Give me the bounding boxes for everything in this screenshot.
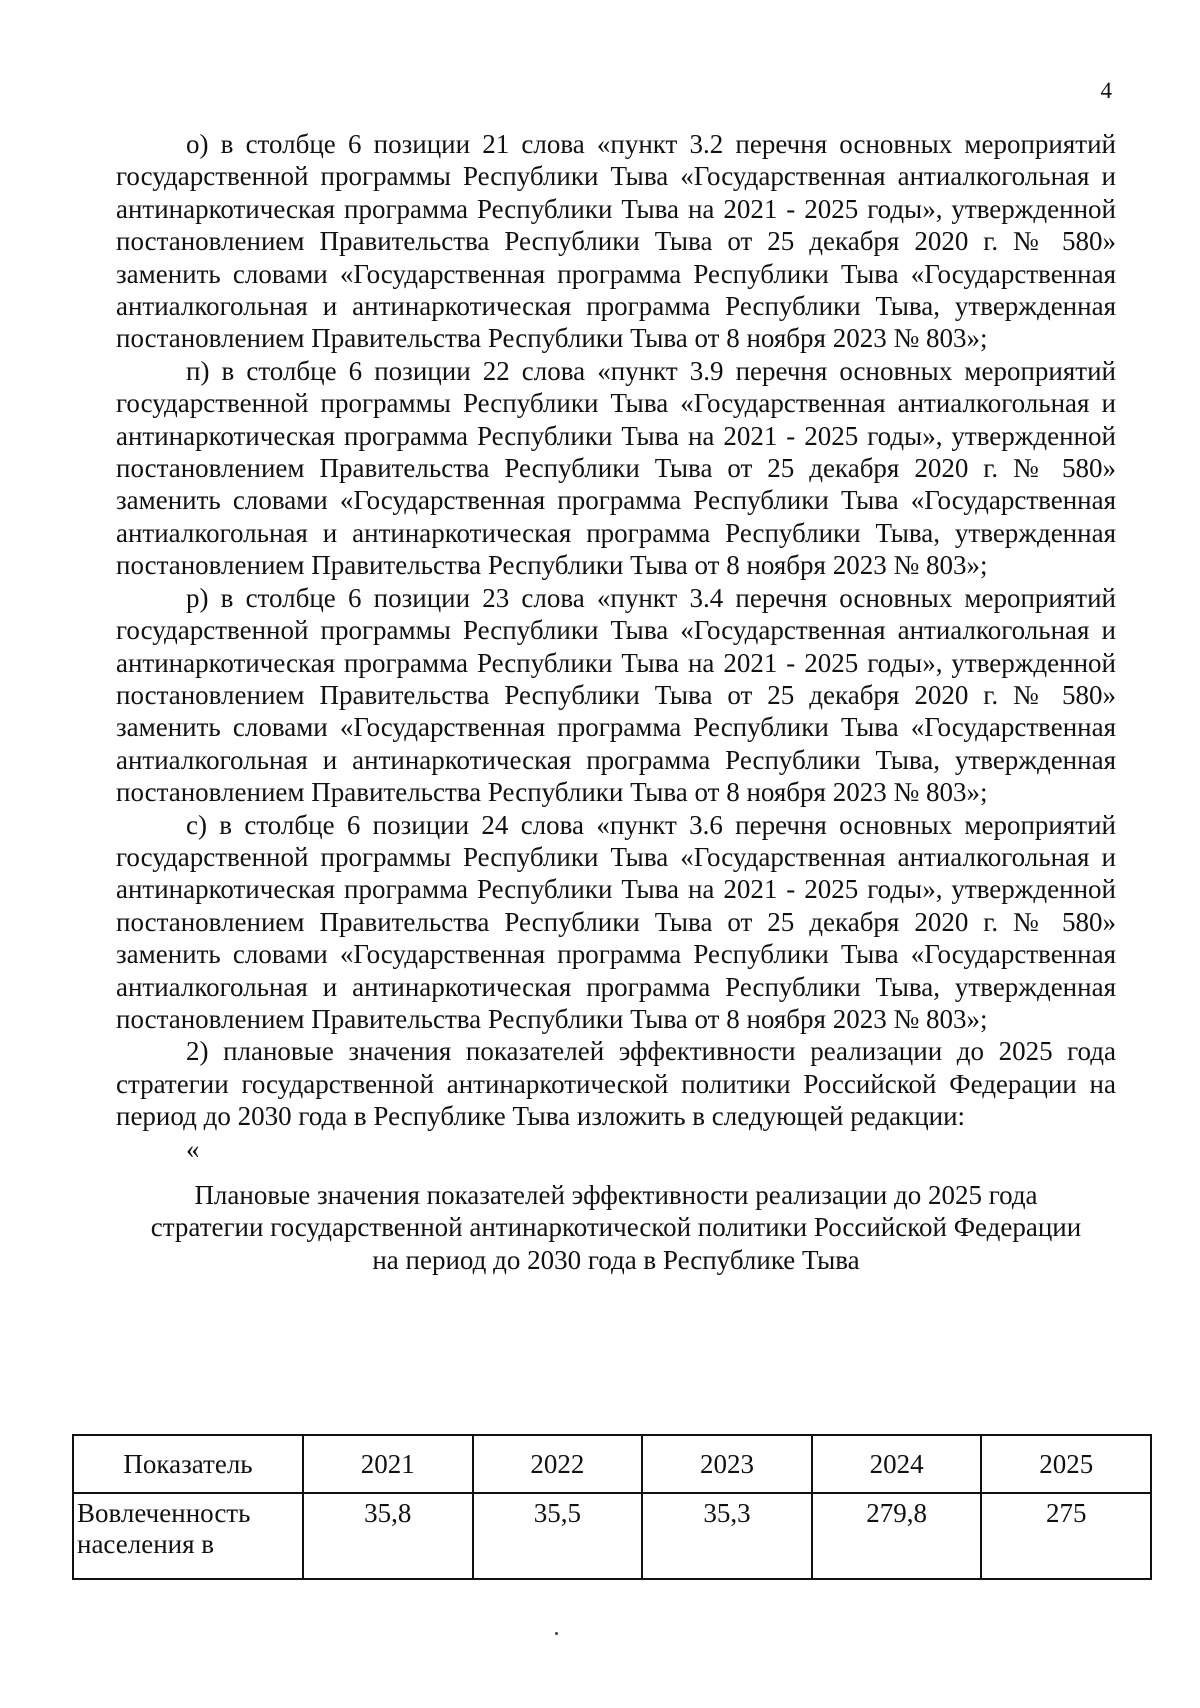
table-title-line: стратегии государственной антинаркотической политики Российской Федерации	[150, 1212, 1082, 1243]
scan-speck	[555, 1632, 558, 1635]
indicator-label-line: Вовлеченность	[77, 1498, 251, 1528]
indicator-label-line: населения в	[77, 1529, 215, 1559]
value-2024: 279,8	[812, 1493, 982, 1579]
table-row	[73, 1493, 1151, 1579]
paragraph-r: р) в столбце 6 позиции 23 слова «пункт 3.4 перечня основных мероприятий государственной программы Республики Тыва «Государственная антиалкогольная и антинаркотическая программа Республики Тыва на 2021 - 2025 годы», утвержденной постановлением Правительства Республики Тыва от 25 декабря 2020 г. № 580» заменить словами «Государственная программа Республики Тыва «Государственная антиалкогольная и антинаркотическая программа Республики Тыва, утвержденная постановлением Правительства Республики Тыва от 8 ноября 2023 № 803»;	[116, 582, 1116, 808]
table-title-line: на период до 2030 года в Республике Тыва	[372, 1244, 860, 1275]
opening-quote-mark: «	[186, 1133, 200, 1164]
table-title-line: Плановые значения показателей эффективности реализации до 2025 года	[194, 1180, 1038, 1210]
table-header-row	[73, 1435, 1151, 1493]
paragraph-2: 2) плановые значения показателей эффективности реализации до 2025 года стратегии государственной антинаркотической политики Российской Федерации на период до 2030 года в Республике Тыва изложить в следующей редакции:	[116, 1036, 1116, 1132]
header-year-2022: 2022	[473, 1435, 643, 1493]
value-2025: 275	[981, 1493, 1151, 1579]
header-indicator: Показатель	[73, 1435, 303, 1493]
value-2023: 35,3	[642, 1493, 812, 1579]
value-2022: 35,5	[473, 1493, 643, 1579]
header-year-2023: 2023	[642, 1435, 812, 1493]
header-year-2025: 2025	[981, 1435, 1151, 1493]
document-body	[116, 128, 1116, 1276]
indicator-label-cell	[73, 1493, 303, 1579]
indicators-table-wrapper	[72, 1434, 1152, 1580]
indicators-table	[72, 1434, 1152, 1580]
paragraph-p: п) в столбце 6 позиции 22 слова «пункт 3.9 перечня основных мероприятий государственной программы Республики Тыва «Государственная антиалкогольная и антинаркотическая программа Республики Тыва на 2021 - 2025 годы», утвержденной постановлением Правительства Республики Тыва от 25 декабря 2020 г. № 580» заменить словами «Государственная программа Республики Тыва «Государственная антиалкогольная и антинаркотическая программа Республики Тыва, утвержденная постановлением Правительства Республики Тыва от 8 ноября 2023 № 803»;	[116, 355, 1116, 581]
header-year-2021: 2021	[303, 1435, 473, 1493]
paragraph-s: с) в столбце 6 позиции 24 слова «пункт 3.6 перечня основных мероприятий государственной программы Республики Тыва «Государственная антиалкогольная и антинаркотическая программа Республики Тыва на 2021 - 2025 годы», утвержденной постановлением Правительства Республики Тыва от 25 декабря 2020 г. № 580» заменить словами «Государственная программа Республики Тыва «Государственная антиалкогольная и антинаркотическая программа Республики Тыва, утвержденная постановлением Правительства Республики Тыва от 8 ноября 2023 № 803»;	[116, 809, 1116, 1034]
page-number: 4	[1100, 78, 1112, 103]
paragraph-o: о) в столбце 6 позиции 21 слова «пункт 3.2 перечня основных мероприятий государственной программы Республики Тыва «Государственная антиалкогольная и антинаркотическая программа Республики Тыва на 2021 - 2025 годы», утвержденной постановлением Правительства Республики Тыва от 25 декабря 2020 г. № 580» заменить словами «Государственная программа Республики Тыва «Государственная антиалкогольная и антинаркотическая программа Республики Тыва, утвержденная постановлением Правительства Республики Тыва от 8 ноября 2023 № 803»;	[116, 129, 1116, 354]
table-title	[116, 1179, 1116, 1276]
header-year-2024: 2024	[812, 1435, 982, 1493]
value-2021: 35,8	[303, 1493, 473, 1579]
